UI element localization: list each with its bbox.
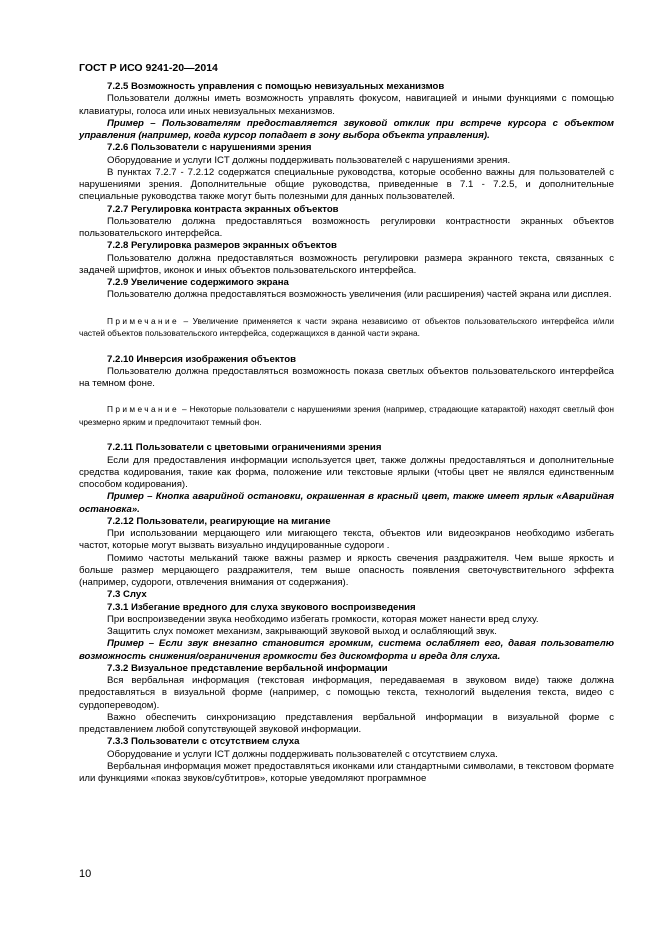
example-paragraph: Пример – Кнопка аварийной остановки, окрашенная в красный цвет, также имеет ярлык «Аварийная остановка». xyxy=(79,491,614,515)
section-heading-7-2-5: 7.2.5 Возможность управления с помощью невизуальных механизмов xyxy=(107,81,445,92)
paragraph: Помимо частоты мельканий также важны размер и яркость свечения раздражителя. Чем выше яркость и больше размер мерцающего раздражителя, тем выше опасность появления светочувствительного эффекта (например, судороги, отвлечения внимания от содержания). xyxy=(79,552,614,588)
section-heading-7-3-2: 7.3.2 Визуальное представление вербальной информации xyxy=(107,662,388,674)
note-text: – Некоторые пользователи с нарушениями зрения (например, страдающие катарактой) находят светлый фон чрезмерно ярким и предпочитают темный фон. xyxy=(79,404,614,427)
note-paragraph xyxy=(79,403,614,428)
section-heading-7-2-12: 7.2.12 Пользователи, реагирующие на мигание xyxy=(107,515,331,527)
section-heading-7-2-11: 7.2.11 Пользователи с цветовыми ограничениями зрения xyxy=(107,442,382,454)
document-body xyxy=(79,81,614,785)
section-heading-7-2-8: 7.2.8 Регулировка размеров экранных объектов xyxy=(107,240,337,252)
paragraph: Пользователю должна предоставляться возможность регулировки контрастности экранных объектов пользовательского интерфейса. xyxy=(79,215,614,239)
section-heading-7-2-9: 7.2.9 Увеличение содержимого экрана xyxy=(107,277,289,288)
note-paragraph xyxy=(79,315,614,340)
section-heading-7-2-6: 7.2.6 Пользователи с нарушениями зрения xyxy=(107,142,312,154)
paragraph: Защитить слух поможет механизм, закрывающий звуковой выход и ослабляющий звук. xyxy=(107,626,497,637)
section-heading-7-2-10: 7.2.10 Инверсия изображения объектов xyxy=(107,353,296,365)
example-paragraph: Пример – Пользователям предоставляется звуковой отклик при встрече курсора с объектом управления (например, когда курсор попадает в зону выбора объекта управления). xyxy=(79,117,614,141)
paragraph: Пользователю должна предоставляться возможность увеличения (или расширения) частей экрана или дисплея. xyxy=(107,289,612,301)
paragraph: Пользователю должна предоставляться возможность показа светлых объектов пользовательского интерфейса на темном фоне. xyxy=(79,365,614,389)
paragraph: Пользователю должна предоставляться возможность регулировки размера экранного текста, связанных с задачей шрифтов, иконок и иных объектов пользовательского интерфейса. xyxy=(79,252,614,276)
paragraph: Если для предоставления информации используется цвет, также должны предоставляться и дополнительные средства кодирования, такие как форма, положение или текстовые ярлыки (чтобы цвет не являлся единственным способом кодирования). xyxy=(79,454,614,490)
paragraph: Важно обеспечить синхронизацию представления вербальной информации в визуальной форме с представлением любой сопутствующей звуковой информации. xyxy=(79,711,614,735)
example-paragraph: Пример – Если звук внезапно становится громким, система ослабляет его, давая пользователю возможность снижения/ограничения громкости без дискомфорта и вреда для слуха. xyxy=(79,638,614,662)
note-text: – Увеличение применяется к части экрана независимо от объектов пользовательского интерфейса и/или частей объектов пользовательского интерфейса, содержащихся в данной части экрана. xyxy=(79,315,615,338)
document-header: ГОСТ Р ИСО 9241-20—2014 xyxy=(79,62,218,74)
paragraph: Вербальная информация может предоставляться иконками или стандартными символами, в текстовом формате или функциями «показ звуков/субтитров», которые уведомляют программное xyxy=(79,760,614,784)
paragraph: Вся вербальная информация (текстовая информация, передаваемая в звуковом виде) также должна предоставляться в визуальной форме (например, с помощью текста, технологий выделения текста, видео с сурдопереводом). xyxy=(79,675,614,711)
section-heading-7-3-1: 7.3.1 Избегание вредного для слуха звукового воспроизведения xyxy=(107,601,416,613)
note-label: Примечание xyxy=(107,315,180,326)
paragraph: Пользователи должны иметь возможность управлять фокусом, навигацией и иными функциями с помощью клавиатуры, голоса или иных невизуальных механизмов. xyxy=(79,93,614,117)
paragraph: При воспроизведении звука необходимо избегать громкости, которая может нанести вред слуху. xyxy=(107,613,539,625)
section-heading-7-3: 7.3 Слух xyxy=(107,589,147,601)
section-heading-7-2-7: 7.2.7 Регулировка контраста экранных объектов xyxy=(107,203,339,215)
paragraph: Оборудование и услуги ICT должны поддерживать пользователей с отсутствием слуха. xyxy=(107,748,498,760)
paragraph: В пунктах 7.2.7 - 7.2.12 содержатся специальные руководства, которые особенно важны для пользователей с нарушениями зрения. Дополнительные общие руководства, приведенные в 7.1 - 7.2.5, и дополнительные специальные руководства также могут быть полезными для данных пользователей. xyxy=(79,166,614,203)
paragraph: При использовании мерцающего или мигающего текста, объектов или видеоэкранов необходимо избегать частот, которые могут вызвать визуально индуцированные судороги . xyxy=(79,528,614,552)
section-heading-7-3-3: 7.3.3 Пользователи с отсутствием слуха xyxy=(107,736,300,748)
note-label: Примечание xyxy=(107,404,180,415)
paragraph: Оборудование и услуги ICT должны поддерживать пользователей с нарушениями зрения. xyxy=(107,154,511,166)
page-number: 10 xyxy=(79,868,92,880)
